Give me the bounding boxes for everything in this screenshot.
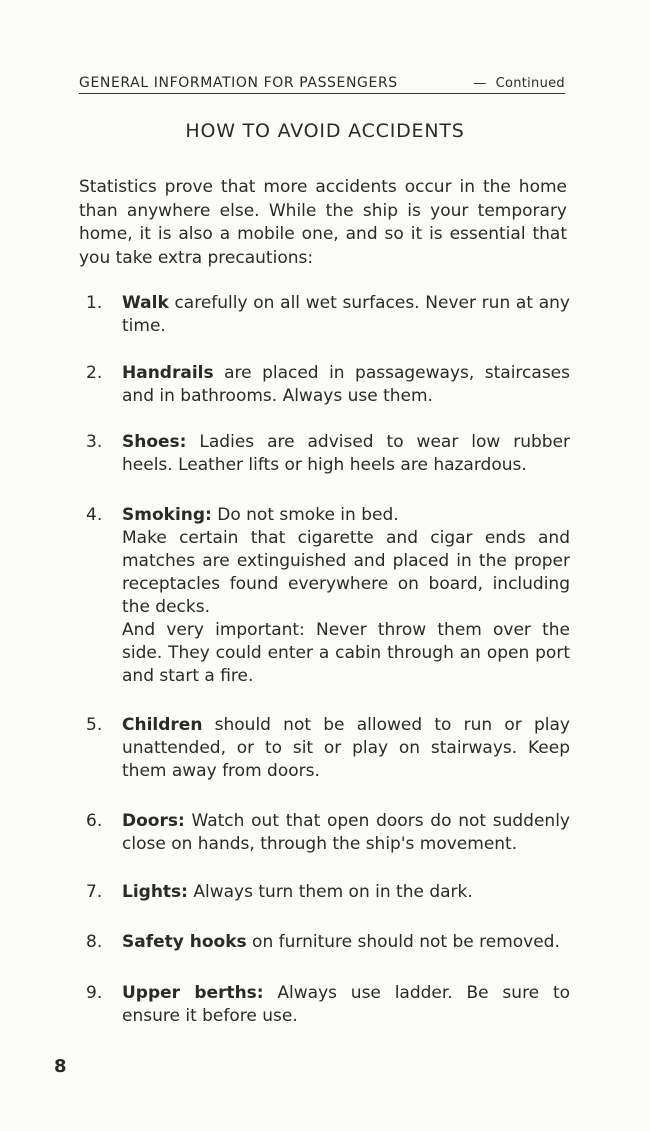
list-item-body bbox=[122, 810, 570, 856]
list-item-text: are placed in passageways, staircases and in bathrooms. Always use them. bbox=[122, 363, 570, 406]
list-item-body bbox=[122, 931, 570, 954]
running-header-continued bbox=[473, 76, 565, 91]
list-item-keyword: Smoking: bbox=[122, 505, 212, 525]
list-item bbox=[86, 362, 570, 408]
page-number: 8 bbox=[54, 1056, 67, 1077]
list-item-text: should not be allowed to run or play unattended, or to sit or play on stairways. Keep them away from doors. bbox=[122, 715, 570, 781]
list-item-body bbox=[122, 362, 570, 408]
list-item-keyword: Lights: bbox=[122, 882, 188, 902]
list-item-keyword: Safety hooks bbox=[122, 932, 247, 952]
list-item-number: 6. bbox=[86, 811, 103, 831]
list-item-text-extra: And very important: Never throw them over the side. They could enter a cabin through an open port and start a fire. bbox=[122, 620, 570, 686]
list-item-body bbox=[122, 431, 570, 477]
list-item bbox=[86, 292, 570, 338]
section-title: HOW TO AVOID ACCIDENTS bbox=[185, 120, 465, 142]
list-item-keyword: Doors: bbox=[122, 811, 185, 831]
list-item-keyword: Children bbox=[122, 715, 203, 735]
list-item-text-extra: Make certain that cigarette and cigar ends and matches are extinguished and placed in the proper receptacles found everywhere on board, including the decks. bbox=[122, 528, 570, 617]
list-item bbox=[86, 881, 570, 904]
list-item-body bbox=[122, 504, 570, 688]
list-item-number: 7. bbox=[86, 882, 103, 902]
list-item-text: Do not smoke in bed. bbox=[211, 505, 399, 525]
running-header bbox=[79, 70, 565, 94]
list-item-text: Ladies are advised to wear low rubber heels. Leather lifts or high heels are hazardous. bbox=[122, 432, 570, 475]
list-item-text: Always use ladder. Be sure to ensure it before use. bbox=[122, 983, 571, 1026]
list-item-text: Watch out that open doors do not suddenly close on hands, through the ship's movement. bbox=[122, 811, 570, 854]
intro-paragraph: Statistics prove that more accidents occur in the home than anywhere else. While the ship is your temporary home, it is also a mobile one, and so it is essential that you take extra precautions: bbox=[79, 177, 567, 268]
list-item-number: 8. bbox=[86, 932, 103, 952]
running-header-dash: — bbox=[473, 76, 487, 91]
list-item bbox=[86, 431, 570, 477]
list-item bbox=[86, 982, 570, 1028]
running-header-title: GENERAL INFORMATION FOR PASSENGERS bbox=[79, 75, 398, 91]
list-item-body bbox=[122, 292, 570, 338]
list-item-text: on furniture should not be removed. bbox=[246, 932, 560, 952]
list-item-keyword: Handrails bbox=[122, 363, 214, 383]
list-item-text: carefully on all wet surfaces. Never run at any time. bbox=[122, 293, 570, 336]
list-item-body bbox=[122, 714, 570, 783]
list-item-number: 4. bbox=[86, 505, 103, 525]
list-item-keyword: Walk bbox=[122, 293, 169, 313]
list-item bbox=[86, 714, 570, 783]
running-header-continued-label: Continued bbox=[495, 76, 565, 91]
list-item-number: 2. bbox=[86, 363, 103, 383]
list-item-number: 9. bbox=[86, 983, 103, 1003]
list-item bbox=[86, 810, 570, 856]
list-item-number: 5. bbox=[86, 715, 103, 735]
list-item-number: 1. bbox=[86, 293, 103, 313]
list-item-keyword: Upper berths: bbox=[122, 983, 264, 1003]
list-item-body bbox=[122, 881, 570, 904]
list-item-number: 3. bbox=[86, 432, 103, 452]
list-item-text: Always turn them on in the dark. bbox=[187, 882, 473, 902]
list-item-body bbox=[122, 982, 570, 1028]
list-item bbox=[86, 504, 570, 688]
list-item-keyword: Shoes: bbox=[122, 432, 187, 452]
list-item bbox=[86, 931, 570, 954]
